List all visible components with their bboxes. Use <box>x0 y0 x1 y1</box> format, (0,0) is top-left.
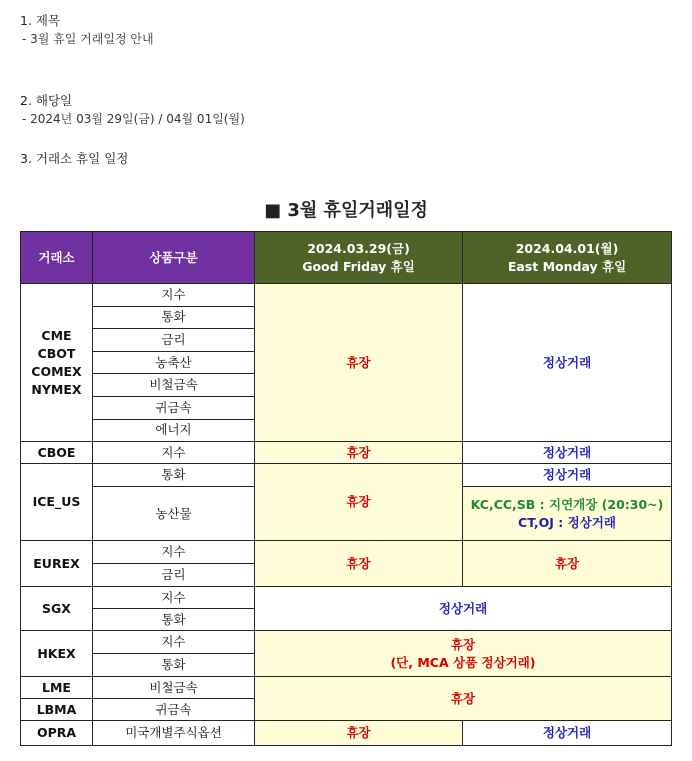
table-row <box>21 442 672 464</box>
product-cell: 미국개별주식옵션 <box>93 721 255 746</box>
product-cell: 농축산 <box>93 351 255 374</box>
section-title: 1. 제목 <box>20 13 61 28</box>
header-day2-date: 2024.04.01(월) <box>515 240 619 256</box>
product-cell: 통화 <box>93 306 255 329</box>
table-row <box>21 464 672 487</box>
product-cell: 비철금속 <box>93 677 255 699</box>
table-header-row <box>21 232 672 284</box>
table-title: ■ 3월 휴일거래일정 <box>264 200 428 221</box>
section-schedule-block <box>20 150 128 168</box>
exchange-cell-sgx: SGX <box>21 587 93 631</box>
product-cell: 농산물 <box>93 487 255 541</box>
status-closed: 휴장 <box>255 464 463 541</box>
table-row <box>21 284 672 307</box>
status-normal-partial: CT,OJ : 정상거래 <box>518 514 616 530</box>
status-partial <box>463 487 672 541</box>
status-closed: 휴장 <box>450 636 476 652</box>
exchange-cell-lme: LME <box>21 677 93 699</box>
status-normal: 정상거래 <box>255 587 672 631</box>
table-row <box>21 721 672 746</box>
table-row <box>21 587 672 609</box>
product-cell: 귀금속 <box>93 699 255 721</box>
status-normal: 정상거래 <box>463 721 672 746</box>
product-cell: 에너지 <box>93 419 255 442</box>
section-content: - 2024년 03월 29일(금) / 04월 01일(월) <box>22 112 245 126</box>
product-cell: 금리 <box>93 564 255 587</box>
section-title: 3. 거래소 휴일 일정 <box>20 151 129 166</box>
table-row <box>21 541 672 564</box>
table-row <box>21 677 672 699</box>
header-day1-date: 2024.03.29(금) <box>307 240 410 256</box>
header-exchange: 거래소 <box>21 232 93 284</box>
exchange-name: CME <box>41 327 72 343</box>
section-title-block <box>20 12 154 48</box>
exchange-name: NYMEX <box>31 381 82 397</box>
product-cell: 금리 <box>93 329 255 352</box>
product-cell: 지수 <box>93 541 255 564</box>
exchange-cell-lbma: LBMA <box>21 699 93 721</box>
product-cell: 지수 <box>93 442 255 464</box>
section-content: - 3월 휴일 거래일정 안내 <box>22 32 154 46</box>
header-product: 상품구분 <box>93 232 255 284</box>
section-title: 2. 해당일 <box>20 93 73 108</box>
product-cell: 지수 <box>93 587 255 609</box>
exchange-cell-opra: OPRA <box>21 721 93 746</box>
table-row <box>21 631 672 654</box>
exchange-cell-ice-us: ICE_US <box>21 464 93 541</box>
status-closed: 휴장 <box>255 721 463 746</box>
status-closed-with-note <box>255 631 672 677</box>
header-day1-note: Good Friday 휴일 <box>302 258 415 274</box>
header-day2 <box>463 232 672 284</box>
exchange-name: CBOT <box>37 345 76 361</box>
product-cell: 지수 <box>93 631 255 654</box>
status-normal: 정상거래 <box>463 442 672 464</box>
exchange-cell-eurex: EUREX <box>21 541 93 587</box>
exchange-cell-cboe: CBOE <box>21 442 93 464</box>
status-closed: 휴장 <box>255 677 672 721</box>
product-cell: 귀금속 <box>93 396 255 419</box>
status-normal: 정상거래 <box>463 284 672 442</box>
exchange-cell-hkex: HKEX <box>21 631 93 677</box>
status-closed: 휴장 <box>463 541 672 587</box>
status-note: (단, MCA 상품 정상거래) <box>390 654 536 670</box>
product-cell: 통화 <box>93 609 255 631</box>
status-normal: 정상거래 <box>463 464 672 487</box>
status-closed: 휴장 <box>255 284 463 442</box>
product-cell: 통화 <box>93 654 255 677</box>
status-delayed-open: KC,CC,SB : 지연개장 (20:30~) <box>470 496 664 512</box>
holiday-schedule-table <box>20 231 672 746</box>
header-day2-note: East Monday 휴일 <box>507 258 627 274</box>
status-closed: 휴장 <box>255 541 463 587</box>
status-closed: 휴장 <box>255 442 463 464</box>
header-day1 <box>255 232 463 284</box>
exchange-name: COMEX <box>31 363 82 379</box>
product-cell: 지수 <box>93 284 255 307</box>
section-date-block <box>20 92 245 128</box>
exchange-cell-cme-group <box>21 284 93 442</box>
product-cell: 통화 <box>93 464 255 487</box>
product-cell: 비철금속 <box>93 374 255 397</box>
